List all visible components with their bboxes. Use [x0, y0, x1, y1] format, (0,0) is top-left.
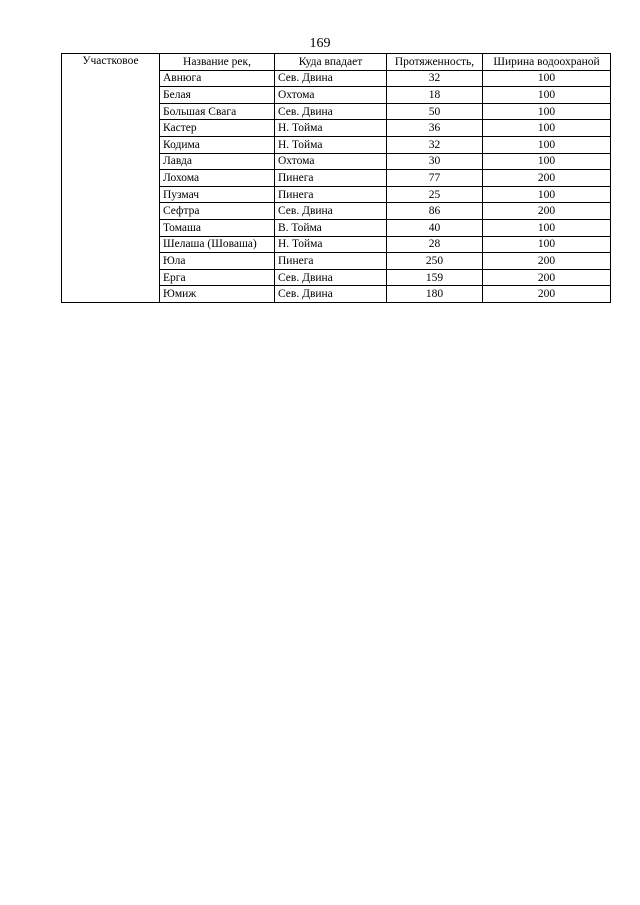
length-cell: 180: [387, 286, 483, 303]
mouth-cell: Охтома: [275, 87, 387, 104]
page-number: 169: [309, 36, 331, 51]
width-cell: 200: [483, 203, 611, 220]
mouth-cell: Сев. Двина: [275, 70, 387, 87]
river-name-cell: Юла: [160, 253, 275, 270]
length-cell: 28: [387, 236, 483, 253]
length-cell: 25: [387, 186, 483, 203]
width-cell: 100: [483, 236, 611, 253]
length-cell: 30: [387, 153, 483, 170]
river-name-cell: Кодима: [160, 136, 275, 153]
river-name-cell: Авнюга: [160, 70, 275, 87]
width-cell: 100: [483, 219, 611, 236]
river-name-cell: Лавда: [160, 153, 275, 170]
river-name-cell: Шелаша (Шоваша): [160, 236, 275, 253]
river-name-cell: Большая Свага: [160, 103, 275, 120]
mouth-cell: Н. Тойма: [275, 136, 387, 153]
width-cell: 100: [483, 136, 611, 153]
length-cell: 40: [387, 219, 483, 236]
table-header-row: [62, 54, 611, 71]
length-cell: 86: [387, 203, 483, 220]
width-cell: 100: [483, 186, 611, 203]
mouth-cell: Сев. Двина: [275, 203, 387, 220]
width-cell: 100: [483, 70, 611, 87]
rivers-table-body: [62, 54, 611, 303]
width-cell: 100: [483, 103, 611, 120]
river-name-cell: Сефтра: [160, 203, 275, 220]
mouth-cell: Н. Тойма: [275, 236, 387, 253]
mouth-cell: Сев. Двина: [275, 103, 387, 120]
river-name-cell: Ерга: [160, 269, 275, 286]
width-cell: 100: [483, 120, 611, 137]
width-cell: 200: [483, 269, 611, 286]
forestry-cell: Участковое: [62, 54, 160, 303]
header-width: Ширина водоохраной: [483, 54, 611, 71]
width-cell: 200: [483, 286, 611, 303]
river-name-cell: Кастер: [160, 120, 275, 137]
river-name-cell: Юмиж: [160, 286, 275, 303]
mouth-cell: В. Тойма: [275, 219, 387, 236]
length-cell: 32: [387, 70, 483, 87]
header-mouth: Куда впадает: [275, 54, 387, 71]
mouth-cell: Сев. Двина: [275, 286, 387, 303]
width-cell: 100: [483, 87, 611, 104]
length-cell: 32: [387, 136, 483, 153]
mouth-cell: Пинега: [275, 170, 387, 187]
width-cell: 200: [483, 253, 611, 270]
mouth-cell: Пинега: [275, 186, 387, 203]
mouth-cell: Охтома: [275, 153, 387, 170]
rivers-table: [61, 53, 611, 303]
width-cell: 200: [483, 170, 611, 187]
river-name-cell: Белая: [160, 87, 275, 104]
header-river-name: Название рек,: [160, 54, 275, 71]
length-cell: 18: [387, 87, 483, 104]
width-cell: 100: [483, 153, 611, 170]
header-length: Протяженность,: [387, 54, 483, 71]
length-cell: 250: [387, 253, 483, 270]
length-cell: 36: [387, 120, 483, 137]
river-name-cell: Лохома: [160, 170, 275, 187]
length-cell: 159: [387, 269, 483, 286]
river-name-cell: Томаша: [160, 219, 275, 236]
length-cell: 50: [387, 103, 483, 120]
river-name-cell: Пузмач: [160, 186, 275, 203]
mouth-cell: Н. Тойма: [275, 120, 387, 137]
mouth-cell: Сев. Двина: [275, 269, 387, 286]
length-cell: 77: [387, 170, 483, 187]
mouth-cell: Пинега: [275, 253, 387, 270]
